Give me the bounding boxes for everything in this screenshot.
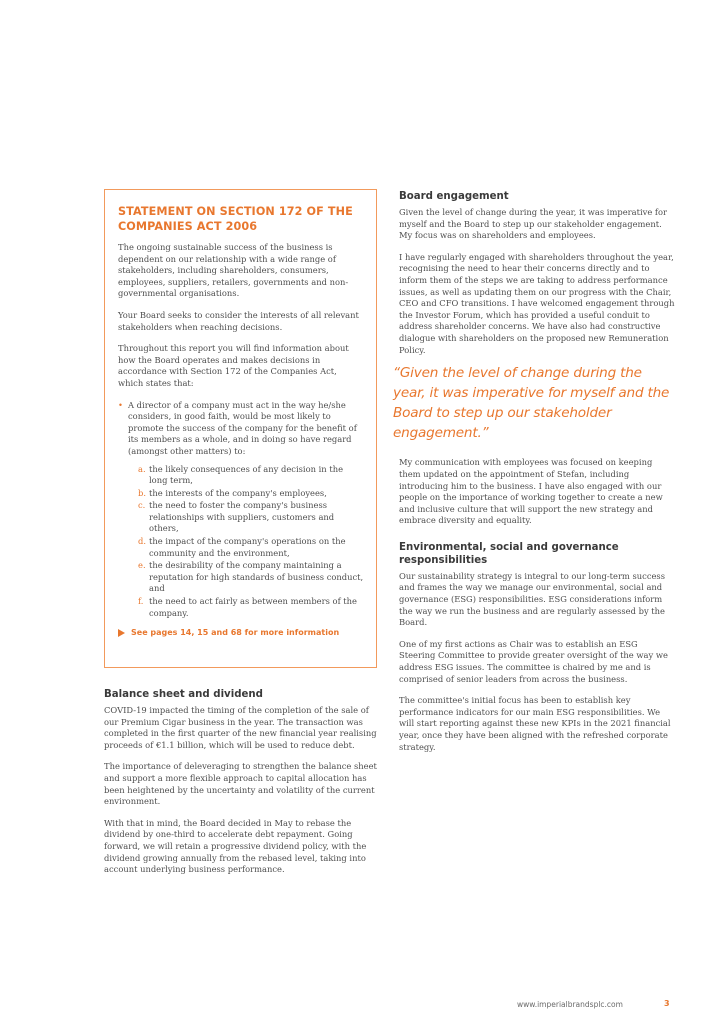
list-item [128, 560, 364, 595]
list-letter: a. [138, 463, 146, 474]
right-column [393, 190, 676, 763]
board-paragraph-1: Given the level of change during the year, it was imperative for myself and the Board to step up our stakeholder engagement. My focus was on shareholders and employees. [399, 207, 668, 241]
list-letter: c. [138, 500, 146, 511]
esg-paragraph-2: One of my first actions as Chair was to establish an ESG Steering Committee to provide greater oversight of the way we address ESG issues. The committee is chaired by me and is comprised of senior leaders from across the business. [399, 638, 668, 684]
statement-sublist [128, 464, 364, 620]
statement-paragraph-2: Your Board seeks to consider the interests of all relevant stakeholders when reaching decisions. [118, 309, 359, 332]
section-172-statement-box [104, 189, 377, 668]
statement-title: STATEMENT ON SECTION 172 OF THE COMPANIES ACT 2006 [118, 205, 353, 233]
board-paragraph-2: I have regularly engaged with shareholders throughout the year, recognising the need to hear their concerns directly and to inform them of the steps we are taking to address performance issues, as well as updating them on our progress with the Chair, CEO and CFO transitions. I have welcomed engagement through the Investor Forum, which has provided a useful conduit to address shareholder concerns. We have also had constructive dialogue with shareholders on the proposed new Remuneration Policy. [399, 251, 675, 355]
esg-paragraph-3: The committee's initial focus has been to establish key performance indicators for our main ESG responsibilities. We will start reporting against these new KPIs in the 2021 financial year, once they have been aligned with the refreshed corporate strategy. [399, 695, 671, 752]
arrow-right-icon [118, 629, 125, 637]
see-pages-label: See pages 14, 15 and 68 for more information [131, 628, 340, 638]
balance-paragraph-1: COVID-19 impacted the timing of the completion of the sale of our Premium Cigar business in the year. The transaction was completed in the first quarter of the new financial year realising proceeds of €1.1 billion, which will be used to reduce debt. [104, 705, 377, 750]
bullet-icon: • [118, 399, 123, 410]
list-letter: f. [138, 596, 144, 607]
list-letter: b. [138, 487, 146, 498]
statement-paragraph-1: The ongoing sustainable success of the business is dependent on our relationship with a wide range of stakeholders, including shareholders, consumers, employees, suppliers, retailers, governments and non-governmental organisations. [118, 242, 349, 299]
list-item [128, 536, 364, 559]
list-item-text: the desirability of the company maintaining a reputation for high standards of business conduct, and [149, 560, 364, 594]
statement-bullet-text: A director of a company must act in the way he/she considers, in good faith, would be most likely to promote the success of the company for the benefit of its members as a whole, and in doing so have regard (amongst other matters) to: [128, 399, 357, 456]
list-item-text: the likely consequences of any decision in the long term, [149, 463, 344, 486]
statement-bullet [118, 400, 364, 620]
board-heading: Board engagement [399, 191, 509, 202]
balance-sheet-section [104, 688, 379, 886]
list-item-text: the need to act fairly as between members of the company. [149, 596, 357, 618]
see-pages-link[interactable] [118, 628, 364, 637]
board-paragraph-3: My communication with employees was focused on keeping them updated on the appointment of Stefan, including introducing him to the business. I have also engaged with our people on the importance of working together to create a new and inclusive culture that will support the new strategy and embrace diversity and equality. [399, 457, 663, 526]
list-item-text: the need to foster the company's business relationships with suppliers, customers and others, [149, 500, 335, 534]
balance-paragraph-2: The importance of deleveraging to strengthen the balance sheet and support a more flexible approach to capital allocation has been heightened by the uncertainty and volatility of the current environment. [104, 761, 377, 807]
pull-quote: “Given the level of change during the year, it was imperative for myself and the Board to step up our stakeholder engagement.” [393, 365, 670, 441]
list-item [128, 488, 364, 500]
page-number: 3 [664, 999, 670, 1008]
esg-paragraph-1: Our sustainability strategy is integral to our long-term success and frames the way we manage our environmental, social and governance (ESG) responsibilities. ESG considerations inform the way we run the business and are regularly assessed by the Board. [399, 570, 665, 628]
list-item-text: the impact of the company's operations on the community and the environment, [149, 536, 346, 558]
list-letter: e. [138, 560, 146, 571]
list-item [128, 500, 364, 535]
footer-url[interactable]: www.imperialbrandsplc.com [517, 1000, 623, 1009]
statement-paragraph-3: Throughout this report you will find information about how the Board operates and makes decisions in accordance with Section 172 of the Companies Act, which states that: [118, 343, 349, 388]
list-letter: d. [138, 536, 146, 547]
esg-heading: Environmental, social and governance responsibilities [399, 541, 619, 566]
list-item [128, 596, 364, 619]
balance-paragraph-3: With that in mind, the Board decided in May to rebase the dividend by one-third to accelerate debt repayment. Going forward, we will retain a progressive dividend policy, with the dividend growing annually from the rebased level, taking into account underlying business performance. [104, 817, 367, 875]
list-item-text: the interests of the company's employees, [149, 487, 327, 498]
balance-heading: Balance sheet and dividend [104, 689, 263, 700]
list-item [128, 464, 364, 487]
